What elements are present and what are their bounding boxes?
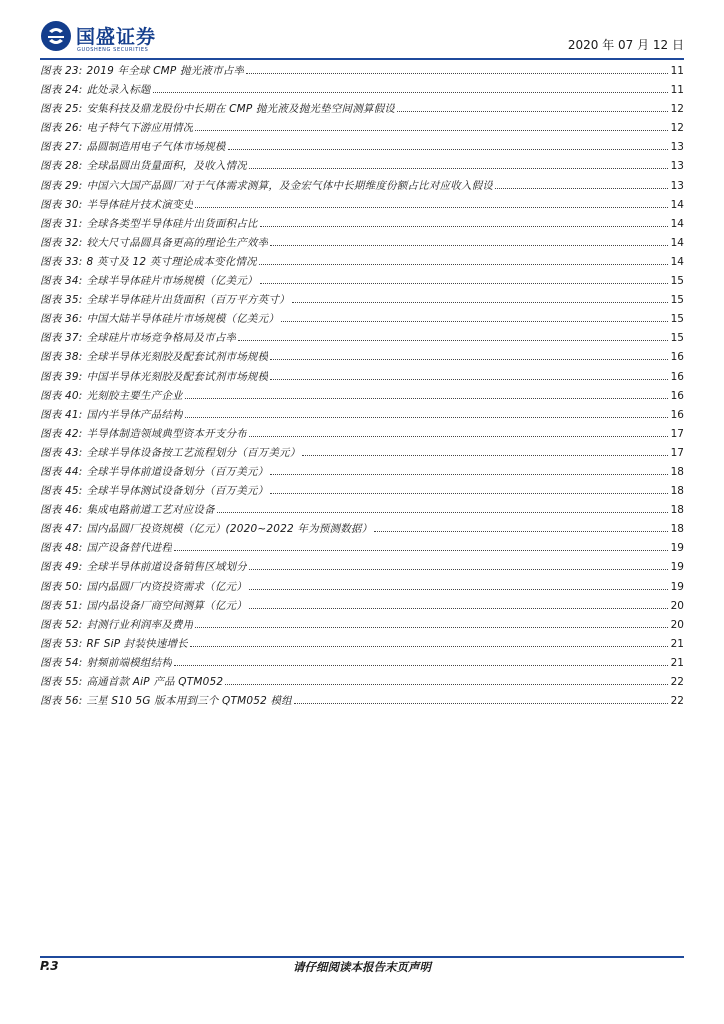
toc-entry-title[interactable]: 全球半导体前道设备划分（百万美元） bbox=[86, 465, 269, 478]
toc-dot-leader bbox=[249, 588, 668, 590]
toc-entry-label: 图表 40: bbox=[40, 389, 83, 402]
toc-entry-label: 图表 31: bbox=[40, 217, 83, 230]
toc-entry-page[interactable]: 15 bbox=[670, 294, 684, 307]
toc-dot-leader bbox=[153, 91, 668, 93]
toc-entry-label: 图表 35: bbox=[40, 294, 83, 307]
toc-dot-leader bbox=[195, 129, 668, 131]
toc-dot-leader bbox=[259, 263, 668, 265]
toc-entry-label: 图表 30: bbox=[40, 198, 83, 211]
toc-entry-title[interactable]: 全球半导体光刻胶及配套试剂市场规模 bbox=[86, 351, 269, 364]
company-logo bbox=[40, 20, 200, 56]
toc-entry-label: 图表 45: bbox=[40, 485, 83, 498]
toc-entry[interactable] bbox=[40, 329, 684, 348]
toc-dot-leader bbox=[294, 702, 668, 704]
toc-entry-page[interactable]: 22 bbox=[670, 676, 684, 688]
toc-entry-label: 图表 42: bbox=[40, 427, 83, 440]
toc-entry[interactable] bbox=[40, 234, 684, 253]
toc-entry-label: 图表 43: bbox=[40, 446, 83, 459]
toc-entry-page[interactable]: 14 bbox=[670, 198, 684, 211]
toc-entry[interactable] bbox=[40, 196, 684, 215]
toc-entry-title[interactable]: 三星 S10 5G 版本用到三个 QTM052 模组 bbox=[86, 695, 292, 708]
toc-entry[interactable] bbox=[40, 157, 684, 176]
toc-entry-label: 图表 25: bbox=[40, 103, 83, 116]
toc-entry[interactable] bbox=[40, 463, 684, 482]
toc-entry-title[interactable]: 射频前端模组结构 bbox=[86, 656, 173, 669]
toc-dot-leader bbox=[397, 110, 668, 112]
toc-entry[interactable] bbox=[40, 81, 684, 100]
toc-entry-page[interactable]: 12 bbox=[670, 103, 684, 116]
toc-dot-leader bbox=[495, 187, 668, 189]
toc-entry-page[interactable]: 19 bbox=[670, 561, 684, 574]
toc-entry-page[interactable]: 19 bbox=[670, 542, 684, 555]
toc-entry-title[interactable]: 此处录入标题 bbox=[86, 84, 151, 97]
toc-entry-page[interactable]: 14 bbox=[670, 217, 684, 230]
toc-entry-page[interactable]: 21 bbox=[670, 637, 684, 650]
toc-entry[interactable] bbox=[40, 501, 684, 520]
toc-entry-label: 图表 38: bbox=[40, 351, 83, 364]
logo-english-name: GUOSHENG SECURITIES bbox=[77, 47, 149, 53]
toc-entry[interactable] bbox=[40, 692, 684, 711]
toc-dot-leader bbox=[174, 664, 668, 666]
toc-entry-title[interactable]: 全球半导体设备按工艺流程划分（百万美元） bbox=[86, 446, 301, 459]
toc-entry-page[interactable]: 21 bbox=[670, 656, 684, 669]
toc-entry-label: 图表 44: bbox=[40, 465, 83, 478]
toc-dot-leader bbox=[249, 167, 668, 169]
toc-dot-leader bbox=[260, 225, 668, 227]
toc-entry[interactable] bbox=[40, 673, 684, 692]
toc-entry-title[interactable]: 全球半导体测试设备划分（百万美元） bbox=[86, 485, 269, 498]
toc-entry-label: 图表 32: bbox=[40, 236, 83, 249]
toc-entry-label: 图表 39: bbox=[40, 370, 83, 383]
toc-dot-leader bbox=[195, 206, 668, 208]
toc-entry-page[interactable]: 13 bbox=[670, 179, 684, 192]
toc-entry-page[interactable]: 13 bbox=[670, 141, 684, 154]
report-date: 2020 年 07 月 12 日 bbox=[567, 38, 684, 52]
toc-entry-page[interactable]: 12 bbox=[670, 122, 684, 135]
toc-entry-title[interactable]: 全球晶圆出货量面积，及收入情况 bbox=[86, 160, 247, 173]
toc-entry-page[interactable]: 17 bbox=[670, 427, 684, 440]
toc-entry[interactable] bbox=[40, 119, 684, 138]
toc-dot-leader bbox=[281, 320, 668, 322]
toc-entry[interactable] bbox=[40, 215, 684, 234]
toc-entry[interactable] bbox=[40, 635, 684, 654]
toc-entry-title[interactable]: 集成电路前道工艺对应设备 bbox=[86, 504, 215, 517]
toc-entry-title[interactable]: 封测行业利润率及费用 bbox=[86, 618, 194, 631]
page-number: P.3 bbox=[40, 959, 59, 973]
toc-entry-page[interactable]: 18 bbox=[670, 523, 684, 536]
toc-entry-label: 图表 34: bbox=[40, 275, 83, 288]
toc-dot-leader bbox=[302, 454, 668, 456]
toc-entry[interactable] bbox=[40, 100, 684, 119]
toc-dot-leader bbox=[270, 358, 668, 360]
toc-entry-title[interactable]: 国内半导体产品结构 bbox=[86, 408, 183, 421]
toc-dot-leader bbox=[270, 492, 668, 494]
toc-dot-leader bbox=[249, 568, 668, 570]
toc-entry-page[interactable]: 16 bbox=[670, 389, 684, 402]
footer-divider bbox=[40, 956, 684, 958]
toc-entry-title[interactable]: 光刻胶主要生产企业 bbox=[86, 389, 183, 402]
toc-entry-title[interactable]: 半导体硅片技术演变史 bbox=[86, 198, 194, 211]
toc-dot-leader bbox=[270, 378, 668, 380]
toc-entry[interactable] bbox=[40, 368, 684, 387]
toc-entry-title[interactable]: 2019 年全球 CMP 抛光液市占率 bbox=[86, 65, 245, 77]
toc-dot-leader bbox=[217, 511, 668, 513]
toc-entry-label: 图表 26: bbox=[40, 122, 83, 135]
toc-entry[interactable] bbox=[40, 138, 684, 157]
toc-entry-page[interactable]: 11 bbox=[670, 65, 684, 77]
toc-entry-title[interactable]: 电子特气下游应用情况 bbox=[86, 122, 194, 135]
toc-entry-label: 图表 48: bbox=[40, 542, 83, 555]
toc-entry-page[interactable]: 16 bbox=[670, 351, 684, 364]
toc-entry-label: 图表 33: bbox=[40, 255, 83, 268]
toc-entry[interactable] bbox=[40, 272, 684, 291]
toc-entry-page[interactable]: 13 bbox=[670, 160, 684, 173]
toc-dot-leader bbox=[185, 416, 668, 418]
toc-entry-page[interactable]: 20 bbox=[670, 599, 684, 612]
toc-entry-title[interactable]: 国内晶圆厂内资投资需求（亿元） bbox=[86, 580, 247, 593]
toc-entry-page[interactable]: 17 bbox=[670, 446, 684, 459]
toc-entry-label: 图表 47: bbox=[40, 523, 83, 536]
toc-dot-leader bbox=[195, 626, 668, 628]
toc-entry-label: 图表 28: bbox=[40, 160, 83, 173]
toc-entry[interactable] bbox=[40, 616, 684, 635]
toc-entry[interactable] bbox=[40, 348, 684, 367]
toc-dot-leader bbox=[225, 683, 668, 685]
toc-entry[interactable] bbox=[40, 520, 684, 539]
toc-entry-label: 图表 52: bbox=[40, 618, 83, 631]
toc-dot-leader bbox=[260, 282, 668, 284]
toc-entry-label: 图表 53: bbox=[40, 637, 83, 650]
toc-entry-label: 图表 41: bbox=[40, 408, 83, 421]
guosheng-logo-icon bbox=[40, 20, 72, 52]
toc-entry[interactable] bbox=[40, 62, 684, 81]
toc-entry-label: 图表 50: bbox=[40, 580, 83, 593]
toc-entry-page[interactable]: 18 bbox=[670, 485, 684, 498]
toc-dot-leader bbox=[246, 72, 668, 74]
toc-dot-leader bbox=[270, 244, 668, 246]
toc-entry[interactable] bbox=[40, 482, 684, 501]
toc-entry-title[interactable]: 高通首款 AiP 产品 QTM052 bbox=[86, 676, 224, 688]
toc-entry[interactable] bbox=[40, 310, 684, 329]
toc-entry[interactable] bbox=[40, 406, 684, 425]
toc-entry[interactable] bbox=[40, 578, 684, 597]
toc-dot-leader bbox=[292, 301, 668, 303]
toc-entry-label: 图表 46: bbox=[40, 504, 83, 517]
toc-entry-title[interactable]: 全球半导体硅片市场规模（亿美元） bbox=[86, 275, 258, 288]
toc-entry-page[interactable]: 14 bbox=[670, 236, 684, 249]
toc-entry-title[interactable]: 较大尺寸晶圆具备更高的理论生产效率 bbox=[86, 236, 269, 249]
toc-entry-label: 图表 37: bbox=[40, 332, 83, 345]
toc-entry-title[interactable]: 晶圆制造用电子气体市场规模 bbox=[86, 141, 226, 154]
toc-entry-title[interactable]: 国内晶设备厂商空间测算（亿元） bbox=[86, 599, 247, 612]
toc-entry-title[interactable]: 中国半导体光刻胶及配套试剂市场规模 bbox=[86, 370, 269, 383]
logo-name: 国盛证券 bbox=[76, 26, 157, 48]
toc-entry[interactable] bbox=[40, 654, 684, 673]
toc-entry-page[interactable]: 22 bbox=[670, 695, 684, 708]
toc-entry-page[interactable]: 20 bbox=[670, 618, 684, 631]
toc-entry[interactable] bbox=[40, 539, 684, 558]
toc-dot-leader bbox=[238, 339, 668, 341]
toc-entry-page[interactable]: 15 bbox=[670, 275, 684, 288]
toc-entry-page[interactable]: 18 bbox=[670, 465, 684, 478]
toc-dot-leader bbox=[174, 549, 668, 551]
toc-entry-page[interactable]: 15 bbox=[670, 332, 684, 345]
toc-entry-label: 图表 54: bbox=[40, 656, 83, 669]
toc-entry-title[interactable]: 全球半导体硅片出货面积（百万平方英寸） bbox=[86, 294, 290, 307]
toc-entry-title[interactable]: 全球各类型半导体硅片出货面积占比 bbox=[86, 217, 258, 230]
toc-entry-title[interactable]: 国产设备替代进程 bbox=[86, 542, 173, 555]
toc-entry-label: 图表 36: bbox=[40, 313, 83, 326]
toc-entry-label: 图表 29: bbox=[40, 179, 83, 192]
toc-entry-title[interactable]: 中国大陆半导体硅片市场规模（亿美元） bbox=[86, 313, 280, 326]
toc-entry-label: 图表 51: bbox=[40, 599, 83, 612]
toc-entry-title[interactable]: 8 英寸及 12 英寸理论成本变化情况 bbox=[86, 255, 257, 268]
toc-entry-title[interactable]: 安集科技及鼎龙股份中长期在 CMP 抛光液及抛光垫空间测算假设 bbox=[86, 103, 396, 116]
header-divider bbox=[40, 58, 684, 60]
footer-disclaimer: 请仔细阅读本报告末页声明 bbox=[293, 960, 431, 974]
toc-entry-page[interactable]: 11 bbox=[670, 84, 684, 97]
toc-entry-title[interactable]: 全球半导体前道设备销售区域划分 bbox=[86, 561, 247, 574]
toc-entry-title[interactable]: 中国六大国产晶圆厂对于气体需求测算，及金宏气体中长期维度份额占比对应收入假设 bbox=[86, 179, 494, 192]
toc-entry-label: 图表 27: bbox=[40, 141, 83, 154]
toc-entry-page[interactable]: 16 bbox=[670, 408, 684, 421]
toc-entry[interactable] bbox=[40, 444, 684, 463]
toc-entry-title[interactable]: 国内晶圆厂投资规模（亿元）(2020~2022 年为预测数据） bbox=[86, 523, 373, 536]
toc-entry-page[interactable]: 16 bbox=[670, 370, 684, 383]
toc-entry[interactable] bbox=[40, 558, 684, 577]
toc-dot-leader bbox=[249, 435, 668, 437]
toc-entry-title[interactable]: RF SiP 封装快速增长 bbox=[86, 637, 188, 650]
toc-dot-leader bbox=[190, 645, 668, 647]
toc-entry-label: 图表 23: bbox=[40, 65, 83, 77]
toc-entry[interactable] bbox=[40, 425, 684, 444]
toc-entry-title[interactable]: 全球硅片市场竞争格局及市占率 bbox=[86, 332, 237, 345]
toc-entry[interactable] bbox=[40, 387, 684, 406]
toc-entry-page[interactable]: 15 bbox=[670, 313, 684, 326]
toc-entry-label: 图表 49: bbox=[40, 561, 83, 574]
toc-dot-leader bbox=[374, 530, 668, 532]
toc-entry-label: 图表 55: bbox=[40, 676, 83, 688]
page-header bbox=[40, 14, 684, 58]
toc-entry-label: 图表 56: bbox=[40, 695, 83, 708]
toc-dot-leader bbox=[270, 473, 668, 475]
figure-index-list bbox=[40, 62, 684, 711]
toc-entry-page[interactable]: 19 bbox=[670, 580, 684, 593]
toc-dot-leader bbox=[228, 148, 668, 150]
toc-dot-leader bbox=[249, 607, 668, 609]
toc-entry-page[interactable]: 18 bbox=[670, 504, 684, 517]
toc-entry-page[interactable]: 14 bbox=[670, 255, 684, 268]
toc-entry[interactable] bbox=[40, 177, 684, 196]
toc-dot-leader bbox=[185, 397, 668, 399]
toc-entry-title[interactable]: 半导体制造领域典型资本开支分布 bbox=[86, 427, 247, 440]
toc-entry[interactable] bbox=[40, 253, 684, 272]
toc-entry[interactable] bbox=[40, 597, 684, 616]
toc-entry-label: 图表 24: bbox=[40, 84, 83, 97]
toc-entry[interactable] bbox=[40, 291, 684, 310]
